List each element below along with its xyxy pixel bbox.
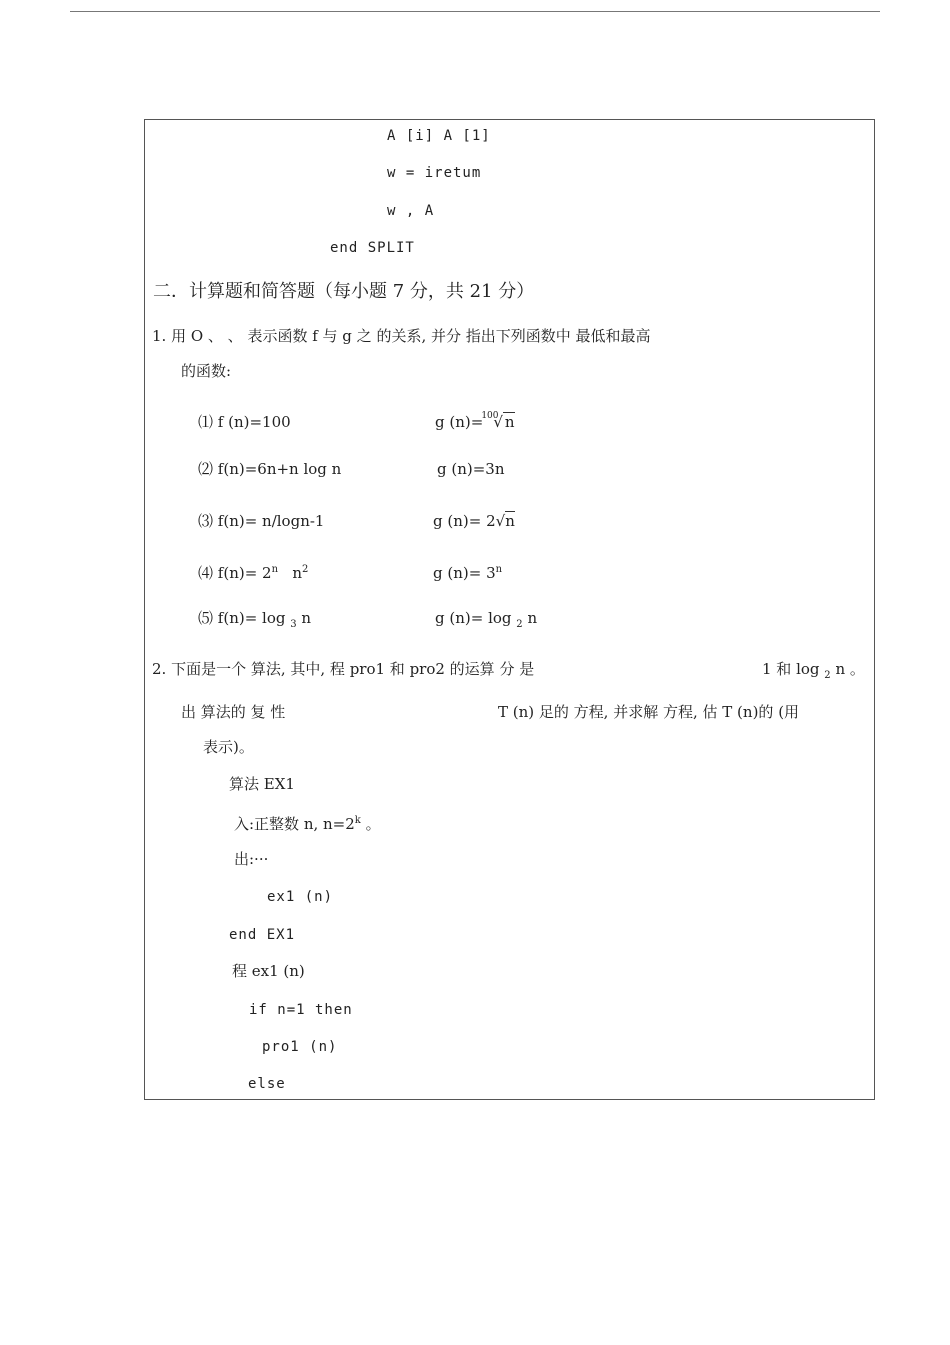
- radical: [483, 413, 514, 431]
- f-base: f(n)= log: [217, 609, 286, 627]
- input-tail: 。: [360, 815, 381, 833]
- text-tail: n 。: [835, 660, 865, 678]
- g-base: g (n)= 3: [433, 564, 496, 582]
- f-exponent-2: 2: [302, 564, 309, 575]
- q1-item-2-f: [198, 460, 341, 478]
- f-base: f(n)= 2: [217, 564, 272, 582]
- f-expression: f(n)= n/logn-1: [217, 512, 325, 530]
- g-prefix: g (n)=: [435, 413, 484, 431]
- algo-output: 出:···: [234, 850, 269, 868]
- code-line-1: A [i] A [1]: [387, 128, 491, 144]
- q2-line-1: 2. 下面是一个 算法, 其中, 程 pro1 和 pro2 的运算 分 是: [152, 660, 535, 678]
- radical-index: 100: [481, 411, 499, 421]
- algo-pro1: pro1 (n): [262, 1039, 338, 1055]
- code-line-3: w , A: [387, 203, 435, 219]
- q1-item-5-f: [198, 609, 312, 630]
- q1-item-4-f: [198, 564, 308, 582]
- q1-item-4-g: [433, 564, 502, 582]
- g-tail: n: [527, 609, 538, 627]
- g-base: g (n)= log: [435, 609, 512, 627]
- algo-input: [234, 815, 381, 833]
- f-exponent: n: [271, 564, 279, 575]
- radical-sign: √: [493, 413, 503, 431]
- radical-sign: √: [495, 512, 506, 530]
- q1-item-2-g: g (n)=3n: [437, 460, 505, 478]
- f-subscript: 3: [290, 619, 297, 630]
- q1-line-1: 1. 用 O 、 、 表示函数 f 与 g 之 的关系, 并分 指出下列函数中 最低和最高: [152, 327, 651, 345]
- q1-item-5-g: [435, 609, 538, 630]
- f-mid: n: [292, 564, 303, 582]
- f-expression: f (n)=100: [217, 413, 291, 431]
- q1-item-1-g: [435, 413, 515, 431]
- q2-line-3: 表示)。: [203, 738, 254, 756]
- f-tail: n: [301, 609, 312, 627]
- g-exponent: n: [495, 564, 503, 575]
- algo-if: if n=1 then: [249, 1002, 353, 1018]
- subscript: 2: [824, 670, 831, 681]
- algo-end: end EX1: [229, 927, 296, 943]
- input-exponent: k: [354, 815, 361, 826]
- text: 1 和 log: [762, 660, 820, 678]
- code-line-2: w = iretum: [387, 165, 482, 181]
- item-number: ⑶: [198, 512, 214, 530]
- radicand: n: [505, 512, 515, 530]
- q1-item-3-f: [198, 512, 324, 530]
- item-number: ⑸: [198, 609, 214, 627]
- item-number: ⑵: [198, 460, 214, 478]
- f-expression: f(n)=6n+n log n: [217, 460, 342, 478]
- q1-line-2: 的函数:: [181, 362, 232, 380]
- code-line-4: end SPLIT: [330, 240, 415, 256]
- q1-item-3-g: [433, 512, 515, 530]
- top-rule: [70, 11, 880, 12]
- g-subscript: 2: [516, 619, 523, 630]
- input-text: 入:正整数 n, n=2: [234, 815, 355, 833]
- section-heading: 二．计算题和简答题（每小题 7 分，共 21 分）: [153, 281, 535, 302]
- q2-line-2-left: 出 算法的 复 性: [181, 703, 286, 721]
- item-number: ⑴: [198, 413, 214, 431]
- item-number: ⑷: [198, 564, 214, 582]
- q2-line-2-right: T (n) 足的 方程, 并求解 方程, 估 T (n)的 (用: [498, 703, 800, 721]
- radicand: n: [504, 413, 515, 431]
- g-prefix: g (n)= 2: [433, 512, 496, 530]
- algo-title: 算法 EX1: [229, 775, 295, 793]
- q1-item-1-f: [198, 413, 291, 431]
- algo-proc: 程 ex1 (n): [232, 962, 305, 980]
- q2-line-1-right: [762, 660, 865, 681]
- algo-call: ex1 (n): [267, 889, 334, 905]
- algo-else: else: [248, 1076, 286, 1092]
